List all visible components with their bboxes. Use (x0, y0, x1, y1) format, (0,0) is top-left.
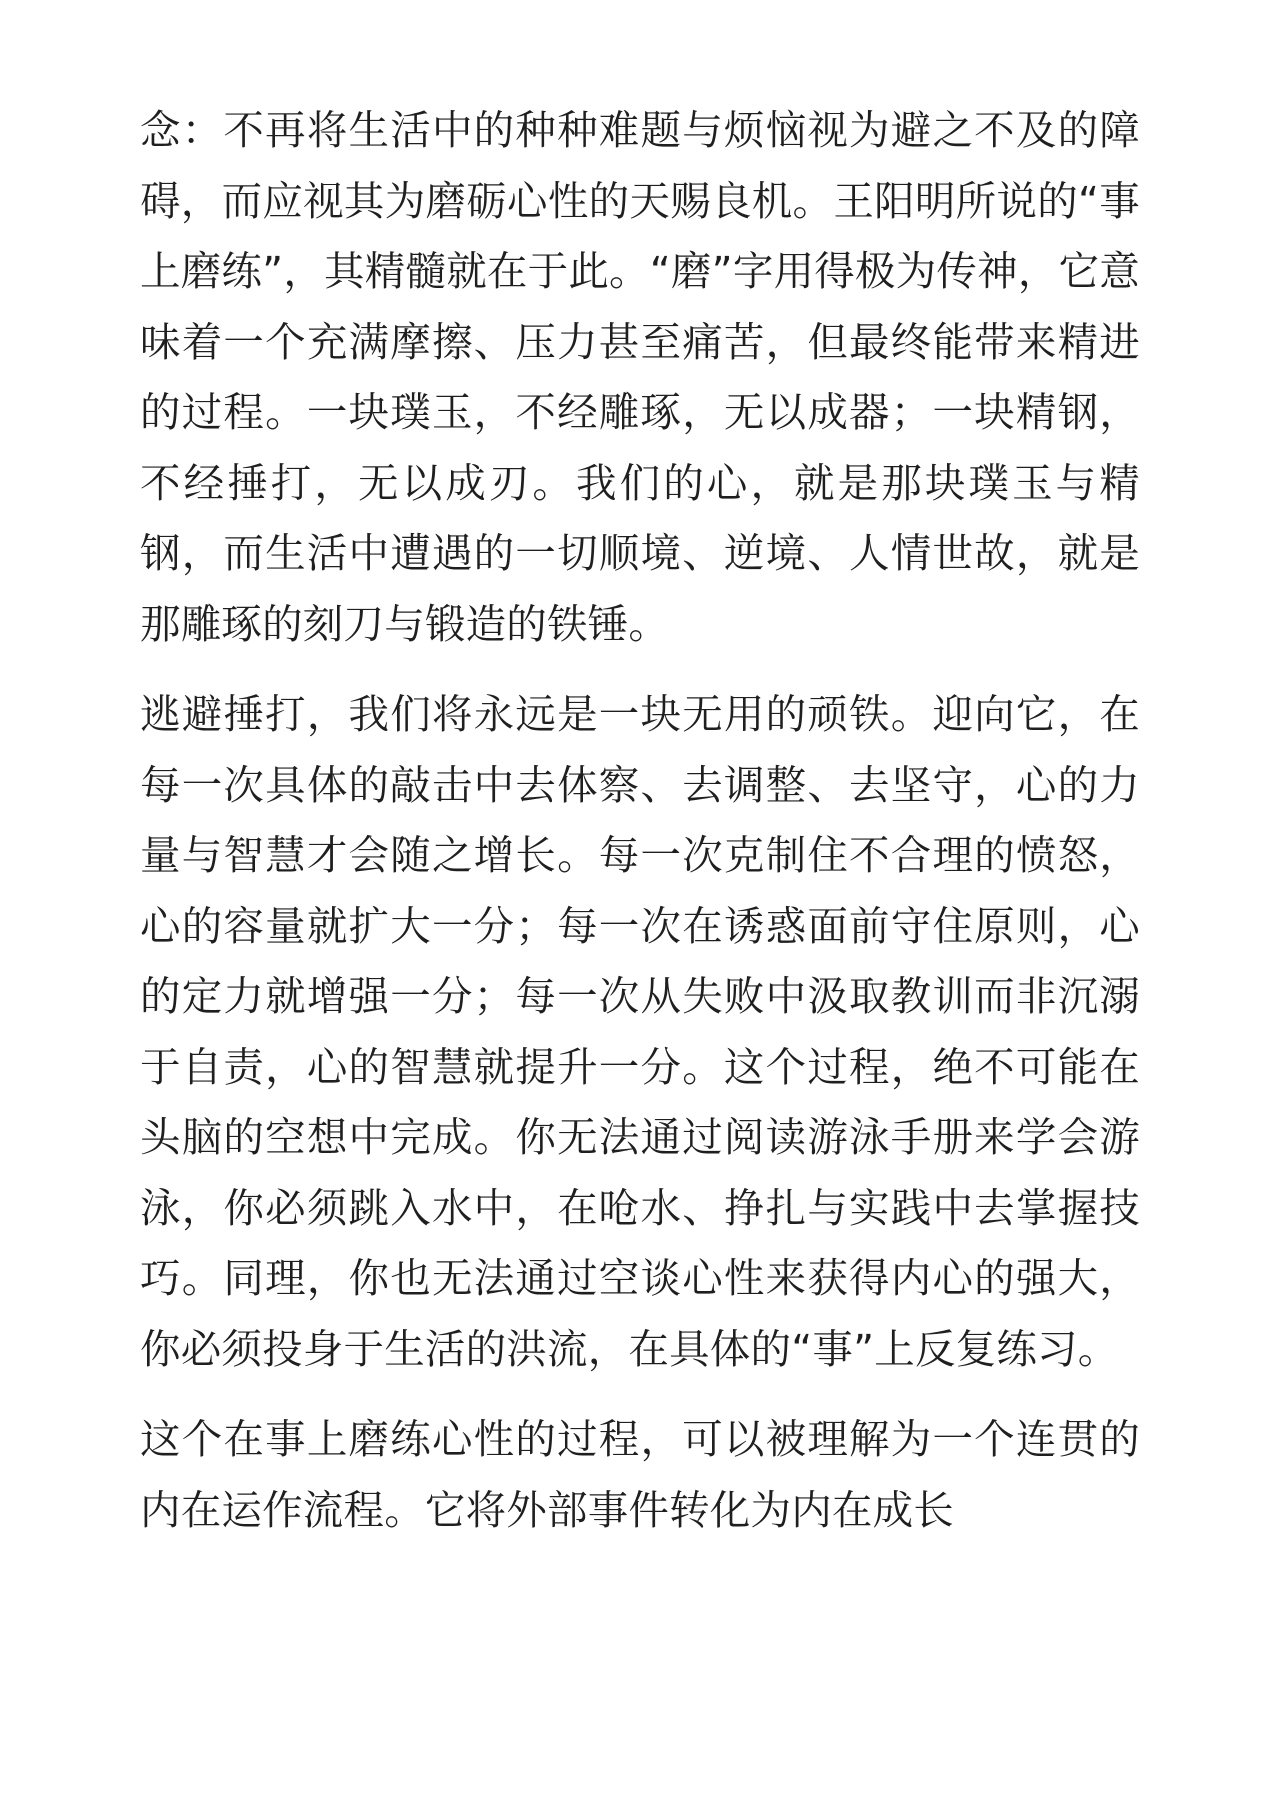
paragraph-2: 逃避捶打，我们将永远是一块无用的顽铁。迎向它，在每一次具体的敲击中去体察、去调整、去坚守，心的力量与智慧才会随之增长。每一次克制住不合理的愤怒，心的容量就扩大一分；每一次在诱惑面前守住原则，心的定力就增强一分；每一次从失败中汲取教训而非沉溺于自责，心的智慧就提升一分。这个过程，绝不可能在头脑的空想中完成。你无法通过阅读游泳手册来学会游泳，你必须跳入水中，在呛水、挣扎与实践中去掌握技巧。同理，你也无法通过空谈心性来获得内心的强大，你必须投身于生活的洪流，在具体的“事”上反复练习。 (140, 690, 1140, 1373)
paragraph-3: 这个在事上磨练心性的过程，可以被理解为一个连贯的内在运作流程。它将外部事件转化为内在成长 (140, 1415, 1140, 1534)
paragraph-1: 念：不再将生活中的种种难题与烦恼视为避之不及的障碍，而应视其为磨砺心性的天赐良机。王阳明所说的“事上磨练”，其精髓就在于此。“磨”字用得极为传神，它意味着一个充满摩擦、压力甚至痛苦，但最终能带来精进的过程。一块璞玉，不经雕琢，无以成器；一块精钢，不经捶打，无以成刃。我们的心，就是那块璞玉与精钢，而生活中遭遇的一切顺境、逆境、人情世故，就是那雕琢的刻刀与锻造的铁锤。 (140, 106, 1140, 648)
article-body (140, 95, 1140, 1545)
